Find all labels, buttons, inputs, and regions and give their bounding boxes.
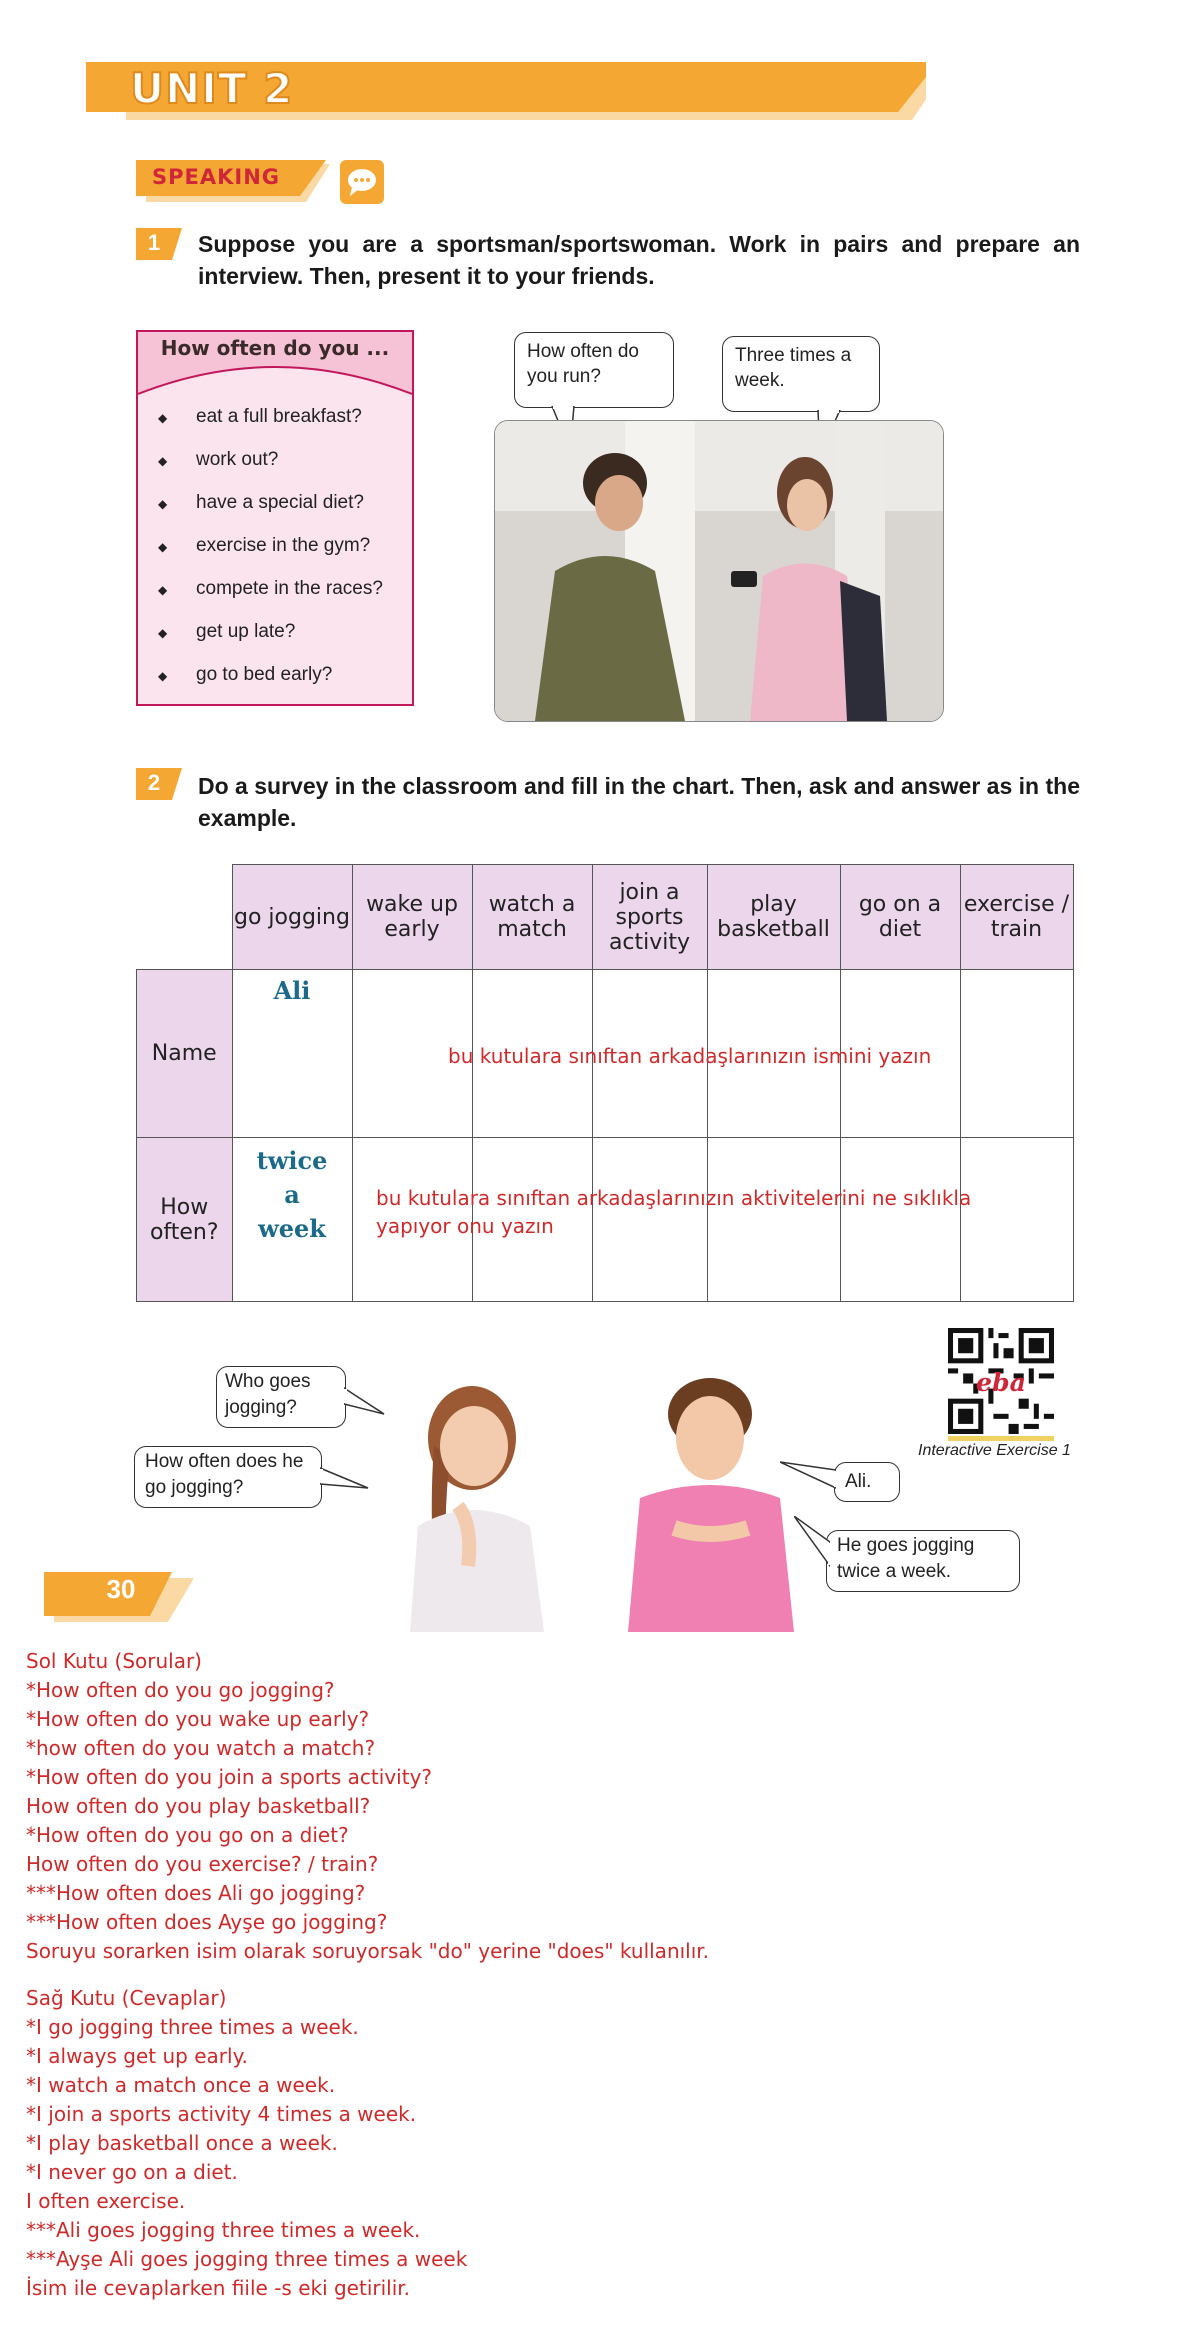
row-label-how-often: How often? <box>137 1138 233 1302</box>
interview-photo <box>494 420 944 722</box>
notes-right-line: İsim ile cevaplarken fiile -s eki getirilir. <box>26 2276 411 2300</box>
table-cell[interactable] <box>232 1138 352 1302</box>
exercise-2-instruction-line1: Do a survey in the classroom and fill in the chart. Then, ask and answer as in the <box>198 773 1080 799</box>
table-header-cell: go jogging <box>232 865 352 970</box>
qr-logo-text: eba <box>975 1367 1027 1398</box>
speech-bubble-who-goes: Who goes jogging? <box>216 1366 346 1428</box>
notes-left-line: *how often do you watch a match? <box>26 1736 376 1760</box>
notes-right-line: *I never go on a diet. <box>26 2160 238 2184</box>
section-label: SPEAKING <box>152 165 281 189</box>
table-header-cell: watch a match <box>472 865 592 970</box>
speech-bubble-how-often-does: How often does he go jogging? <box>134 1446 322 1508</box>
notes-right-title: Sağ Kutu (Cevaplar) <box>26 1986 227 2010</box>
notes-left-line: ***How often does Ayşe go jogging? <box>26 1910 388 1934</box>
table-cell[interactable] <box>707 1138 840 1302</box>
notes-left-line: *How often do you go on a diet? <box>26 1823 349 1847</box>
list-item: ◆ have a special diet? <box>158 492 364 513</box>
exercise-1-instruction-line1: Suppose you are a sportsman/sportswoman. Work in pairs and prepare an <box>198 231 1080 257</box>
exercise-2-instruction-line2: example. <box>198 805 297 831</box>
qr-code-icon[interactable] <box>948 1328 1054 1434</box>
bubble-tail-icon <box>780 1460 836 1496</box>
row-label-name: Name <box>137 970 233 1138</box>
exercise-1-number: 1 <box>147 230 161 255</box>
speech-bubble-ali: Ali. <box>834 1462 900 1502</box>
notes-left-line: ***How often does Ali go jogging? <box>26 1881 366 1905</box>
diamond-bullet-icon: ◆ <box>158 626 168 640</box>
notes-right-line: *I join a sports activity 4 times a week. <box>26 2102 417 2126</box>
table-cell[interactable] <box>592 1138 707 1302</box>
table-cell[interactable] <box>960 970 1073 1138</box>
example-name: Ali <box>273 976 311 1005</box>
how-often-box <box>136 330 414 706</box>
note-frequency-line1: bu kutulara sınıftan arkadaşlarınızın aktivitelerini ne sıklıkla <box>376 1186 972 1210</box>
boy-thinking-illustration <box>618 1368 798 1632</box>
list-item: ◆ eat a full breakfast? <box>158 406 362 427</box>
list-item: ◆ get up late? <box>158 621 296 642</box>
table-header-cell: join a sports activity <box>592 865 707 970</box>
girl-thinking-illustration <box>388 1376 558 1632</box>
table-header-cell: exercise / train <box>960 865 1073 970</box>
notes-right-line: ***Ayşe Ali goes jogging three times a week <box>26 2247 468 2271</box>
notes-left-line: How often do you exercise? / train? <box>26 1852 379 1876</box>
speech-bubble-question: How often do you run? <box>514 332 674 408</box>
list-item: ◆ go to bed early? <box>158 664 333 685</box>
diamond-bullet-icon: ◆ <box>158 669 168 683</box>
page-number: 30 <box>106 1574 136 1604</box>
notes-right-line: *I always get up early. <box>26 2044 248 2068</box>
table-corner <box>137 865 233 970</box>
table-cell[interactable] <box>840 1138 960 1302</box>
diamond-bullet-icon: ◆ <box>158 497 168 511</box>
notes-right-line: *I play basketball once a week. <box>26 2131 338 2155</box>
list-item: ◆ work out? <box>158 449 279 470</box>
speech-bubble-answer: Three times a week. <box>722 336 880 412</box>
unit-title: UNIT 2 <box>130 64 294 113</box>
bubble-tail-icon <box>320 1464 370 1494</box>
exercise-1-instruction-line2: interview. Then, present it to your friends. <box>198 263 655 289</box>
notes-left-line: *How often do you join a sports activity? <box>26 1765 433 1789</box>
table-header-cell: wake up early <box>352 865 472 970</box>
survey-table <box>136 864 1074 1302</box>
list-item: ◆ exercise in the gym? <box>158 535 371 556</box>
diamond-bullet-icon: ◆ <box>158 583 168 597</box>
notes-right-line: *I go jogging three times a week. <box>26 2015 359 2039</box>
diamond-bullet-icon: ◆ <box>158 411 168 425</box>
table-cell[interactable] <box>960 1138 1073 1302</box>
note-names: bu kutulara sınıftan arkadaşlarınızın ismini yazın <box>448 1044 932 1068</box>
notes-left-line: How often do you play basketball? <box>26 1794 371 1818</box>
table-header-cell: play basketball <box>707 865 840 970</box>
notes-left-line: *How often do you wake up early? <box>26 1707 370 1731</box>
bubble-tail-icon <box>794 1516 830 1576</box>
speech-bubble-icon <box>340 160 384 204</box>
notes-left-line: *How often do you go jogging? <box>26 1678 335 1702</box>
notes-right-line: *I watch a match once a week. <box>26 2073 336 2097</box>
qr-underline <box>948 1436 1054 1441</box>
speech-bubble-answer: He goes jogging twice a week. <box>826 1530 1020 1592</box>
table-cell[interactable] <box>232 970 352 1138</box>
qr-caption: Interactive Exercise 1 <box>918 1442 1071 1459</box>
notes-left-title: Sol Kutu (Sorular) <box>26 1649 202 1673</box>
list-item: ◆ compete in the races? <box>158 578 383 599</box>
note-frequency-line2: yapıyor onu yazın <box>376 1214 554 1238</box>
example-frequency: twice a week <box>256 1146 328 1243</box>
diamond-bullet-icon: ◆ <box>158 454 168 468</box>
notes-left-line: Soruyu sorarken isim olarak soruyorsak "do" yerine "does" kullanılır. <box>26 1939 710 1963</box>
how-often-box-title: How often do you ... <box>160 336 390 360</box>
notes-right-line: I often exercise. <box>26 2189 186 2213</box>
exercise-2-number: 2 <box>147 770 161 795</box>
notes-right-line: ***Ali goes jogging three times a week. <box>26 2218 421 2242</box>
diamond-bullet-icon: ◆ <box>158 540 168 554</box>
table-header-cell: go on a diet <box>840 865 960 970</box>
bubble-tail-icon <box>344 1384 386 1416</box>
